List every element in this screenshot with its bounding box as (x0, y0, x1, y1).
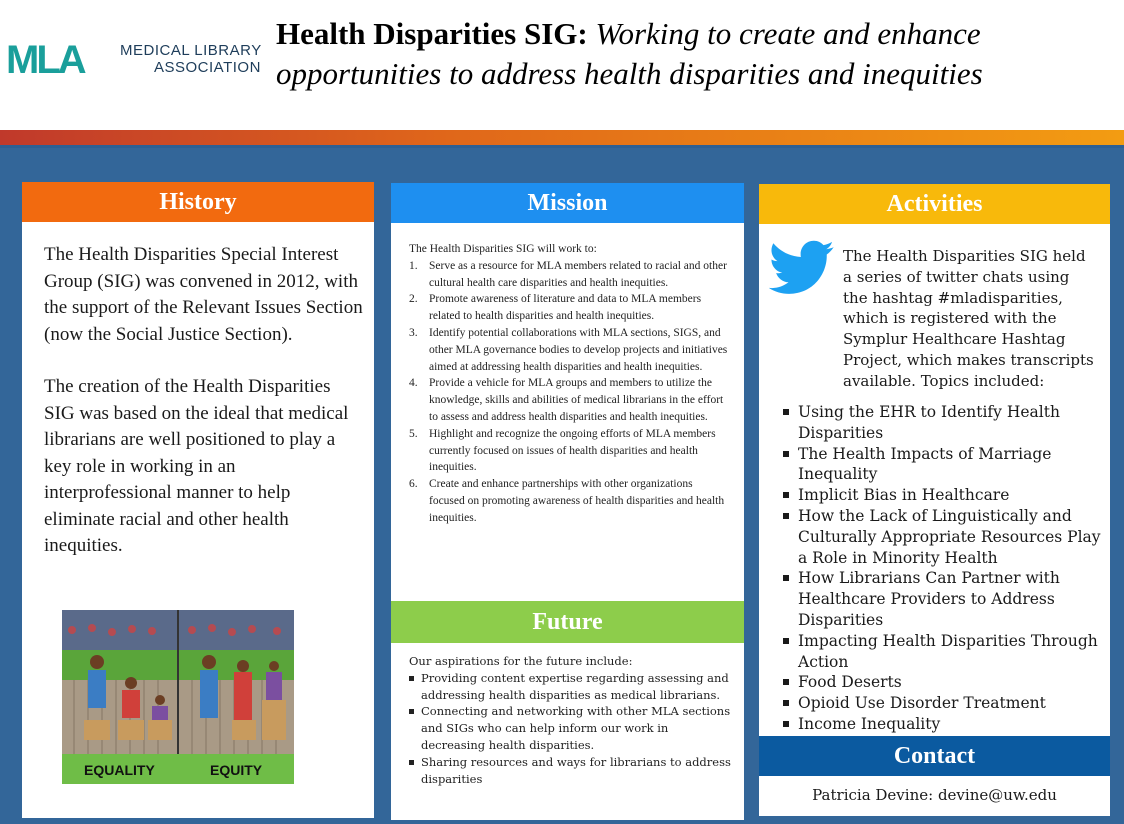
mission-item-text: Provide a vehicle for MLA groups and members to utilize the knowledge, skills and abilities of medical librarians in the effort to assess and address health disparities and health inequities. (429, 377, 724, 423)
history-paragraph: The Health Disparities Special Interest Group (SIG) was convened in 2012, with the support of the Relevant Issues Section (now the Social Justice Section). (44, 244, 363, 345)
mla-logo-letters: MLA (6, 40, 84, 76)
title-italic: Working to create and enhance opportunities to address health disparities and inequities (276, 16, 983, 91)
history-paragraph: The creation of the Health Disparities SIG was based on the ideal that medical librarians are well positioned to play a key role in working in an interprofessional manner to help eliminate racial and other health inequities. (44, 376, 349, 556)
activities-topic: How the Lack of Linguistically and Culturally Appropriate Resources Play a Role in Minority Health (783, 506, 1103, 568)
mission-list (409, 258, 731, 527)
org-name (120, 42, 262, 76)
equality-equity-illustration (62, 610, 294, 784)
mission-item-number: 1. (409, 259, 418, 272)
activities-topic: Impacting Health Disparities Through Action (783, 631, 1103, 673)
activities-topic: Using the EHR to Identify Health Disparities (783, 402, 1103, 444)
future-body (409, 653, 731, 787)
title-bold: Health Disparities SIG: (276, 16, 588, 51)
mission-item-number: 6. (409, 478, 418, 491)
activities-topic: How Librarians Can Partner with Healthcare Providers to Address Disparities (783, 568, 1103, 630)
activities-panel (759, 184, 1110, 736)
contact-panel (759, 736, 1110, 816)
activities-topic: Income Inequality (783, 714, 1103, 735)
mission-intro: The Health Disparities SIG will work to: (409, 243, 597, 255)
future-list (409, 670, 731, 788)
mission-item-text: Promote awareness of literature and data to MLA members related to health disparities and health inequities. (429, 293, 702, 323)
contact-heading: Contact (759, 736, 1110, 776)
mission-item-number: 5. (409, 427, 418, 440)
history-panel (22, 182, 374, 818)
mission-item (409, 291, 731, 325)
mission-item-text: Create and enhance partnerships with other organizations focused on promoting awareness of health disparities and health inequities. (429, 478, 725, 524)
org-name-line2: ASSOCIATION (154, 59, 261, 76)
mission-item-text: Serve as a resource for MLA members related to racial and other cultural health care disparities and health inequities. (429, 259, 727, 289)
mission-item-number: 3. (409, 326, 418, 339)
mission-item (409, 476, 731, 526)
future-heading: Future (391, 601, 744, 643)
history-body (44, 242, 364, 586)
contact-line: Patricia Devine: devine@uw.edu (812, 786, 1057, 804)
activities-intro: The Health Disparities SIG held a series of twitter chats using the hashtag #mladisparities, which is registered with the Symplur Healthcare Hashtag Project, which makes transcripts available. Topics included: (843, 247, 1094, 390)
mission-item (409, 426, 731, 476)
equity-label: EQUITY (210, 762, 263, 778)
mission-item-text: Highlight and recognize the ongoing efforts of MLA members currently focused on issues of health disparities and health inequities. (429, 427, 716, 474)
future-intro: Our aspirations for the future include: (409, 654, 633, 668)
poster-title (276, 14, 1116, 94)
activities-topic: Implicit Bias in Healthcare (783, 485, 1103, 506)
mla-logo-mark (6, 40, 116, 76)
history-heading: History (22, 182, 374, 222)
mla-logo (6, 40, 266, 80)
mission-body (409, 241, 731, 527)
activities-topic: Food Deserts (783, 672, 1103, 693)
twitter-bird-icon (769, 240, 835, 296)
mission-heading: Mission (391, 183, 744, 223)
activities-topic: Opioid Use Disorder Treatment (783, 693, 1103, 714)
equality-label: EQUALITY (84, 762, 155, 778)
mission-item (409, 258, 731, 292)
activities-topic-list (783, 402, 1103, 735)
mission-item (409, 325, 731, 375)
future-item: Sharing resources and ways for librarians to address disparities (409, 754, 731, 788)
org-name-line1: MEDICAL LIBRARY (120, 42, 262, 59)
mission-item-number: 2. (409, 293, 418, 306)
mission-item-text: Identify potential collaborations with MLA sections, SIGS, and other MLA governance bodies to develop projects and initiatives aimed at addressing health disparities and health inequities. (429, 326, 728, 373)
future-item: Providing content expertise regarding assessing and addressing health disparities as medical librarians. (409, 670, 731, 704)
mission-item (409, 375, 731, 425)
future-item: Connecting and networking with other MLA sections and SIGs who can help inform our work in decreasing health disparities. (409, 703, 731, 753)
activities-topic: The Health Impacts of Marriage Inequality (783, 444, 1103, 486)
mission-item-number: 4. (409, 377, 418, 390)
activities-heading: Activities (759, 184, 1110, 224)
poster-header (0, 0, 1124, 130)
mission-panel (391, 183, 744, 820)
